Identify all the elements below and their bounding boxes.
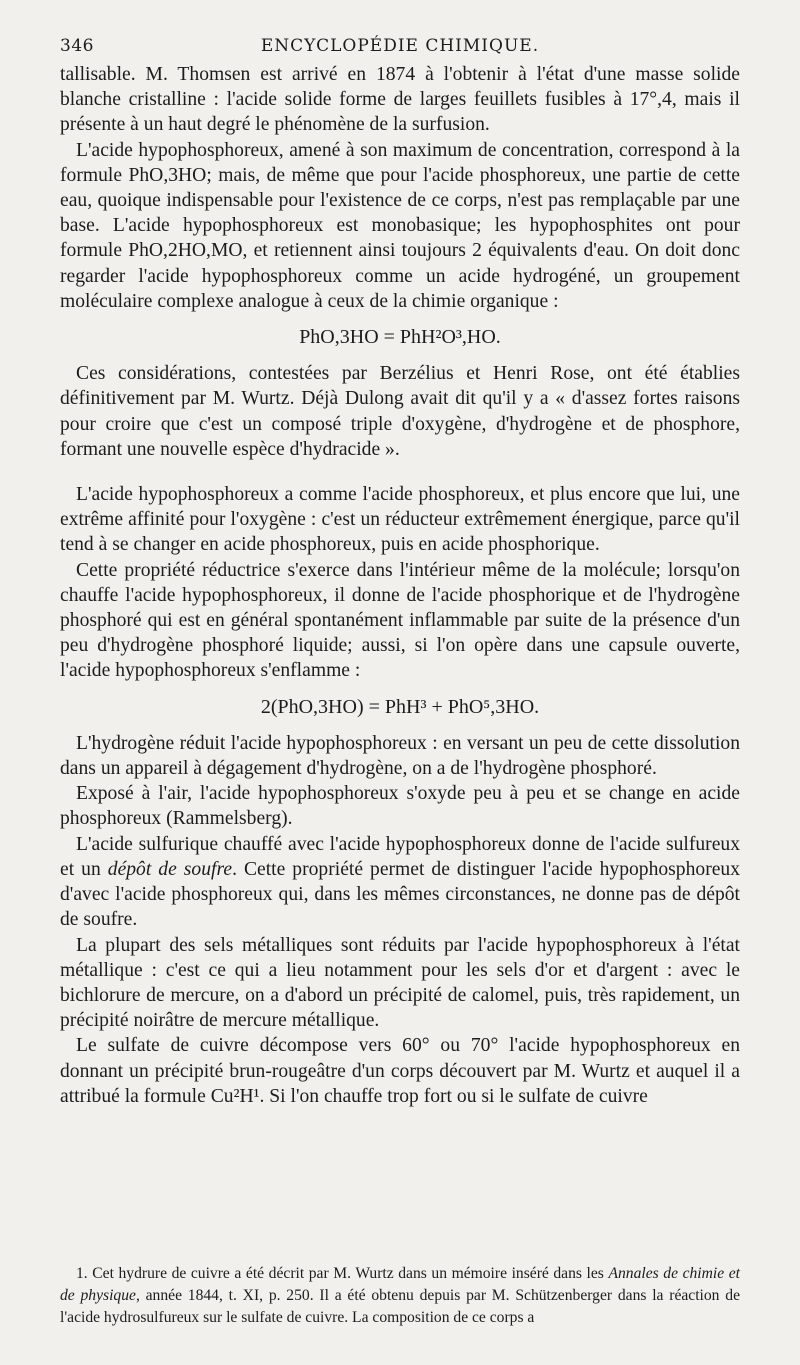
- footnote-part-1: 1. Cet hydrure de cuivre a été décrit par M. Wurtz dans un mémoire inséré dans les: [76, 1265, 604, 1282]
- paragraph-hypophosphorous-formula: L'acide hypophosphoreux, amené à son maximum de concentration, correspond à la formule PhO,3HO; mais, de même que pour l'acide phosphoreux, une partie de cette eau, quoique indispensable pour l'existence de ce corps, n'est pas remplaçable par une base. L'acide hypophosphoreux est monobasique; les hypophosphites ont pour formule PhO,2HO,MO, et retiennent ainsi toujours 2 équivalents d'eau. On doit donc regarder l'acide hypophosphoreux comme un acide hydrogéné, un groupement moléculaire complexe analogue à ceux de la chimie organique :: [60, 139, 740, 312]
- footnote-part-2: , année 1844, t. XI, p. 250. Il a été obtenu depuis par M. Schützenberger dans la réaction de l'acide hydrosulfureux sur le sulfate de cuivre. La composition de ce corps a: [60, 1287, 740, 1326]
- paragraph-gap: [60, 462, 740, 482]
- page-header: [60, 36, 740, 60]
- paragraph-considerations: Ces considérations, contestées par Berzélius et Henri Rose, ont été établies définitivement par M. Wurtz. Déjà Dulong avait dit qu'il y a « d'assez fortes raisons pour croire que c'est un composé triple d'oxygène, d'hydrogène et de phosphore, formant une nouvelle espèce d'hydracide ».: [60, 363, 740, 460]
- paragraph-air-exposure: Exposé à l'air, l'acide hypophosphoreux s'oxyde peu à peu et se change en acide phosphoreux (Rammelsberg).: [60, 783, 740, 830]
- sulfur-deposit-italic: dépôt de soufre: [107, 858, 233, 880]
- sulfuric-text-a: L'acide sulfurique chauffé avec l'acide hypophosphoreux donne de l'acide sulfureux et un: [60, 833, 740, 880]
- footnote: [60, 1263, 740, 1329]
- paragraph-reducing-property: Cette propriété réductrice s'exerce dans l'intérieur même de la molécule; lorsqu'on chauffe l'acide hypophosphoreux, il donne de l'acide phosphorique et de l'hydrogène phosphoré qui est en général spontanément inflammable par suite de la présence d'un peu d'hydrogène phosphoré liquide; aussi, si l'on opère dans une capsule ouverte, l'acide hypophosphoreux s'enflamme :: [60, 559, 740, 682]
- main-text: [60, 62, 740, 1109]
- paragraph-hydrogen: L'hydrogène réduit l'acide hypophosphoreux : en versant un peu de cette dissolution dans un appareil à dégagement d'hydrogène, on a de l'hydrogène phosphoré.: [60, 732, 740, 780]
- footnote-text: [60, 1263, 740, 1329]
- paragraph-affinity: L'acide hypophosphoreux a comme l'acide phosphoreux, et plus encore que lui, une extrême affinité pour l'oxygène : c'est un réducteur extrêmement énergique, parce qu'il tend à se changer en acide phosphoreux, puis en acide phosphorique.: [60, 484, 740, 556]
- formula-1: PhO,3HO = PhH²O³,HO.: [299, 326, 501, 349]
- paragraph-continuation: tallisable. M. Thomsen est arrivé en 1874 à l'obtenir à l'état d'une masse solide blanche cristalline : l'acide solide forme de larges feuillets fusibles à 17°,4, mais il présente à un haut degré le phénomène de la surfusion.: [60, 64, 740, 136]
- footnote-journal-italic: Annales de chimie et de physique: [60, 1265, 740, 1304]
- paragraph-metallic-salts: La plupart des sels métalliques sont réduits par l'acide hypophosphoreux à l'état métallique : c'est ce qui a lieu notamment pour les sels d'or et d'argent : avec le bichlorure de mercure, on a d'abord un précipité de calomel, puis, très rapidement, un précipité noirâtre de mercure métallique.: [60, 934, 740, 1032]
- running-title: ENCYCLOPÉDIE CHIMIQUE.: [260, 36, 540, 56]
- page-number: 346: [60, 36, 94, 56]
- sulfuric-text-b: . Cette propriété permet de distinguer l'acide hypophosphoreux d'avec l'acide phosphoreux qui, dans les mêmes circonstances, ne donne pas de dépôt de soufre.: [60, 858, 741, 931]
- paragraph-copper-sulfate: Le sulfate de cuivre décompose vers 60° ou 70° l'acide hypophosphoreux en donnant un précipité brun-rougeâtre d'un corps découvert par M. Wurtz et auquel il a attribué la formule Cu²H¹. Si l'on chauffe trop fort ou si le sulfate de cuivre: [60, 1035, 740, 1107]
- formula-2: 2(PhO,3HO) = PhH³ + PhO⁵,3HO.: [260, 695, 540, 718]
- paragraph-sulfuric-acid: [60, 832, 740, 933]
